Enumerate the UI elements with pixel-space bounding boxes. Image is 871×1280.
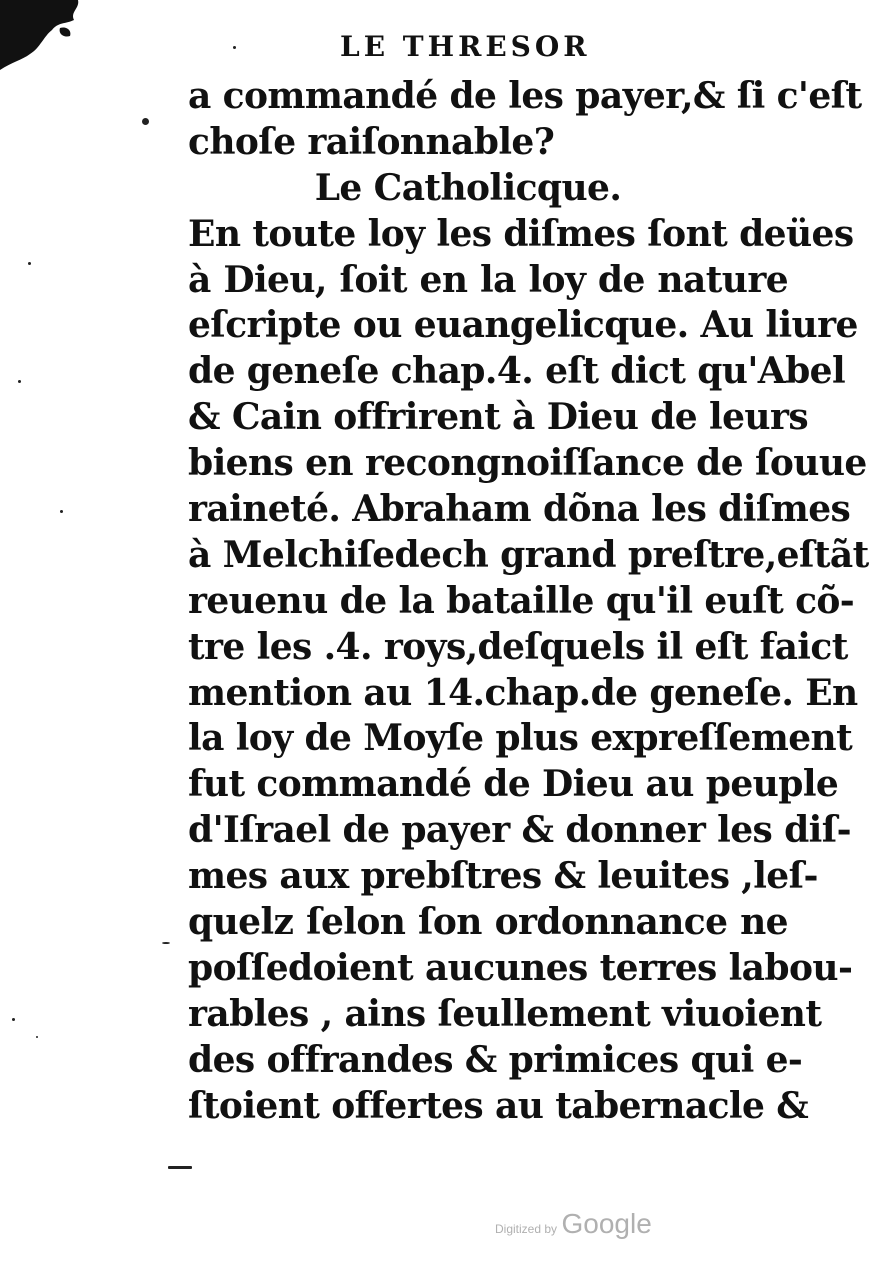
text-line: mes aux prebſtres & leuites ,leſ- — [188, 855, 818, 898]
text-line: rables , ains ſeullement viuoient — [188, 992, 822, 1035]
text-line: biens en recongnoiſſance de ſouue — [188, 442, 867, 485]
ink-speck — [168, 1166, 192, 1169]
text-line: la loy de Moyſe plus expreſſement — [188, 717, 853, 760]
ink-speck — [18, 380, 21, 383]
ink-speck — [162, 942, 170, 944]
text-body — [188, 74, 869, 1129]
text-line: des offrandes & primices qui e- — [188, 1038, 803, 1081]
digitization-watermark — [495, 1208, 652, 1240]
text-line: raineté. Abraham dõna les diſmes — [188, 488, 851, 531]
text-line: fut commandé de Dieu au peuple — [188, 763, 839, 806]
text-line: tre les .4. roys,deſquels il eſt faict — [188, 625, 848, 668]
text-line: poſſedoient aucunes terres labou- — [188, 946, 853, 989]
text-line: à Melchiſedech grand preſtre,eſtãt — [188, 533, 869, 576]
section-heading: Le Catholicque. — [314, 166, 622, 209]
text-line: choſe raiſonnable? — [188, 120, 555, 163]
text-line: & Cain offrirent à Dieu de leurs — [188, 396, 808, 439]
ink-speck — [36, 1036, 38, 1038]
ink-speck — [12, 1018, 15, 1021]
text-line: En toute loy les diſmes ſont deües — [188, 212, 854, 255]
ink-blot — [0, 0, 90, 80]
watermark-brand: Google — [561, 1208, 652, 1239]
text-line: reuenu de la bataille qu'il euſt cõ- — [188, 579, 855, 622]
ink-speck — [28, 262, 31, 265]
text-line: a commandé de les payer,& ſi c'eſt — [188, 75, 862, 117]
ink-speck — [60, 510, 63, 513]
text-line: à Dieu, ſoit en la loy de nature — [188, 258, 788, 301]
running-head: LE THRESOR — [340, 30, 591, 63]
ink-speck — [142, 118, 149, 125]
watermark-prefix: Digitized by — [495, 1222, 558, 1236]
text-line: ſtoient offertes au tabernacle & — [188, 1084, 809, 1127]
text-line: mention au 14.chap.de geneſe. En — [188, 671, 858, 714]
text-line: eſcripte ou euangelicque. Au liure — [188, 304, 858, 347]
text-line: de geneſe chap.4. eſt dict qu'Abel — [188, 350, 846, 393]
ink-speck — [233, 46, 236, 49]
text-line: d'Iſrael de payer & donner les diſ- — [188, 809, 851, 852]
text-line: quelz ſelon ſon ordonnance ne — [188, 901, 788, 944]
